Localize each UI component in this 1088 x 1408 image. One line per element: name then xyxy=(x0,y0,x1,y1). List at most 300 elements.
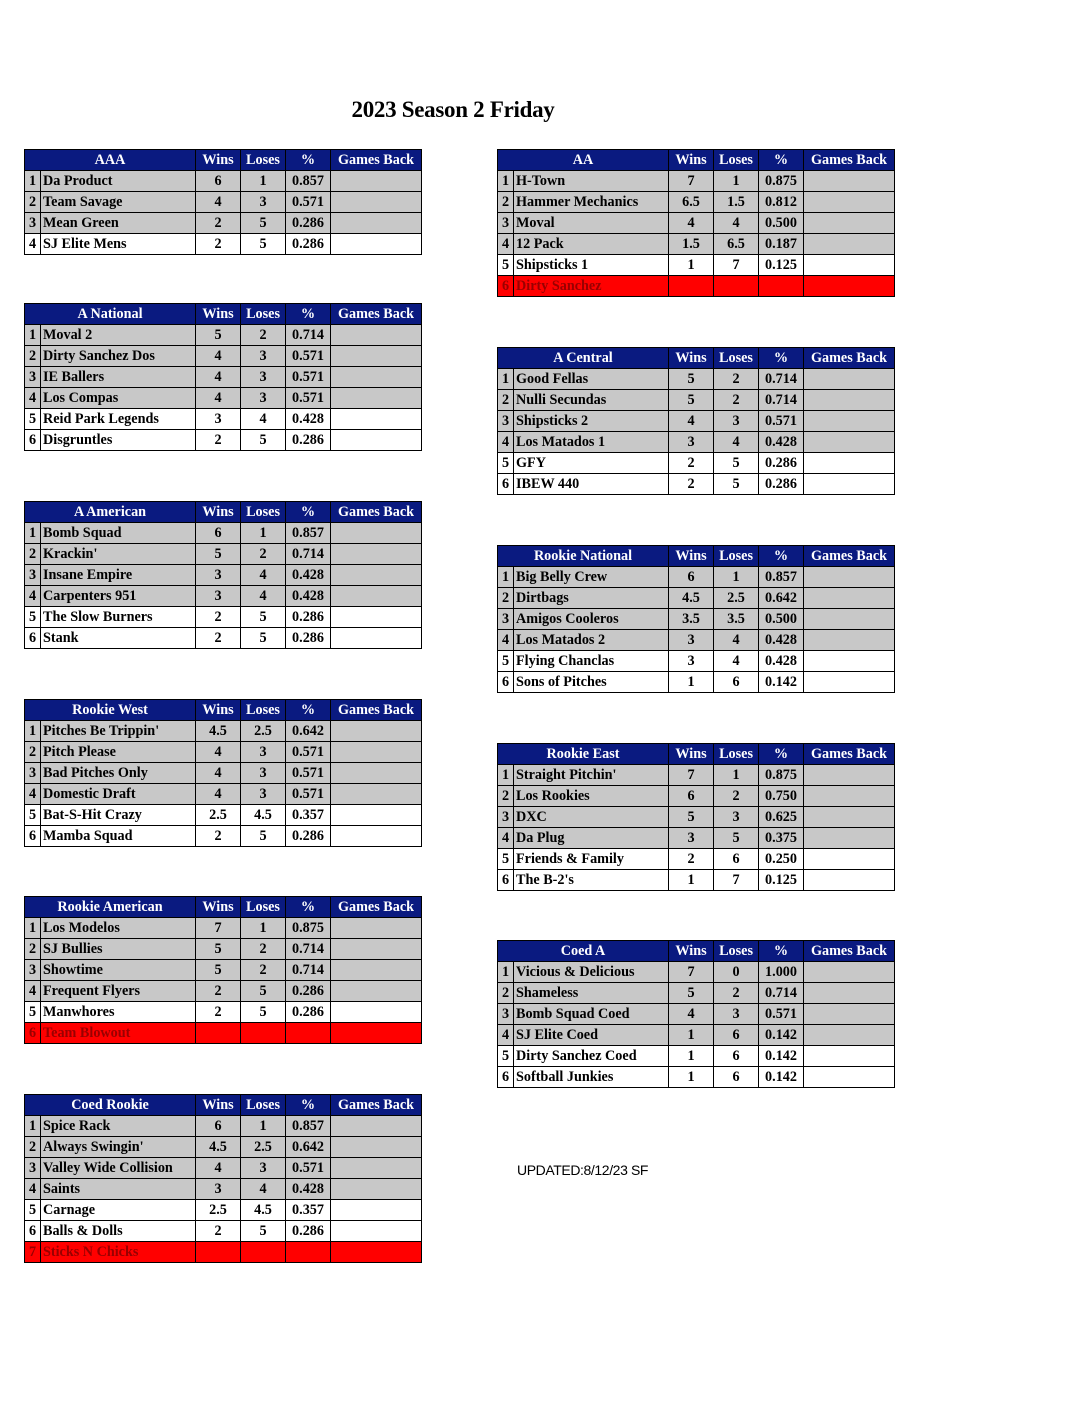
table-row xyxy=(25,388,422,409)
table-row xyxy=(25,1002,422,1023)
loses-cell: 3 xyxy=(714,1004,759,1025)
wins-cell: 4 xyxy=(669,411,714,432)
rank-cell: 6 xyxy=(25,430,41,451)
games-back-cell xyxy=(331,1200,422,1221)
loses-cell: 5 xyxy=(241,234,286,255)
table-row xyxy=(498,828,895,849)
pct-cell: 0.428 xyxy=(286,1179,331,1200)
games-back-cell xyxy=(331,1158,422,1179)
table-row xyxy=(25,346,422,367)
division-name: A National xyxy=(25,304,196,325)
team-name: Disgruntles xyxy=(41,430,196,451)
division-name: Rookie American xyxy=(25,897,196,918)
wins-cell: 4 xyxy=(196,784,241,805)
rank-cell: 3 xyxy=(498,807,514,828)
column-header-games-back: Games Back xyxy=(804,546,895,567)
team-name: Good Fellas xyxy=(514,369,669,390)
loses-cell: 1 xyxy=(714,567,759,588)
team-name: Shipsticks 2 xyxy=(514,411,669,432)
wins-cell: 2 xyxy=(196,430,241,451)
rank-cell: 1 xyxy=(498,765,514,786)
column-header-games-back: Games Back xyxy=(331,304,422,325)
games-back-cell xyxy=(331,1242,422,1263)
pct-cell: 0.714 xyxy=(286,325,331,346)
wins-cell: 4.5 xyxy=(196,721,241,742)
games-back-cell xyxy=(804,786,895,807)
pct-cell: 0.286 xyxy=(759,474,804,495)
games-back-cell xyxy=(331,1023,422,1044)
team-name: SJ Bullies xyxy=(41,939,196,960)
wins-cell: 6 xyxy=(669,567,714,588)
column-header-games-back: Games Back xyxy=(804,744,895,765)
team-name: Bomb Squad Coed xyxy=(514,1004,669,1025)
team-name: Big Belly Crew xyxy=(514,567,669,588)
wins-cell: 1 xyxy=(669,672,714,693)
updated-note: UPDATED:8/12/23 SF xyxy=(517,1162,649,1178)
column-header-wins: Wins xyxy=(669,150,714,171)
team-name: Dirty Sanchez xyxy=(514,276,669,297)
team-name: Krackin' xyxy=(41,544,196,565)
rank-cell: 5 xyxy=(498,255,514,276)
column-header-loses: Loses xyxy=(714,941,759,962)
loses-cell: 2 xyxy=(241,325,286,346)
column-header-loses: Loses xyxy=(241,700,286,721)
pct-cell: 0.428 xyxy=(286,586,331,607)
table-row xyxy=(25,1116,422,1137)
table-row xyxy=(498,765,895,786)
table-row xyxy=(498,630,895,651)
rank-cell: 6 xyxy=(498,870,514,891)
loses-cell: 4 xyxy=(241,586,286,607)
games-back-cell xyxy=(804,1025,895,1046)
wins-cell: 5 xyxy=(196,325,241,346)
team-name: Pitch Please xyxy=(41,742,196,763)
table-row xyxy=(498,870,895,891)
team-name: Dirty Sanchez Dos xyxy=(41,346,196,367)
pct-cell: 0.571 xyxy=(286,784,331,805)
games-back-cell xyxy=(804,962,895,983)
table-row xyxy=(25,234,422,255)
games-back-cell xyxy=(331,544,422,565)
team-name: Dirtbags xyxy=(514,588,669,609)
wins-cell: 2 xyxy=(669,474,714,495)
rank-cell: 3 xyxy=(25,367,41,388)
games-back-cell xyxy=(331,367,422,388)
games-back-cell xyxy=(804,453,895,474)
team-name: Friends & Family xyxy=(514,849,669,870)
games-back-cell xyxy=(804,474,895,495)
table-row xyxy=(25,192,422,213)
rank-cell: 4 xyxy=(25,388,41,409)
games-back-cell xyxy=(331,918,422,939)
team-name: Los Compas xyxy=(41,388,196,409)
division-name: A Central xyxy=(498,348,669,369)
pct-cell xyxy=(286,1023,331,1044)
division-name: Rookie West xyxy=(25,700,196,721)
loses-cell: 5 xyxy=(714,474,759,495)
team-name: Always Swingin' xyxy=(41,1137,196,1158)
loses-cell: 2 xyxy=(241,939,286,960)
table-row xyxy=(25,1179,422,1200)
rank-cell: 4 xyxy=(498,630,514,651)
games-back-cell xyxy=(804,432,895,453)
team-name: Valley Wide Collision xyxy=(41,1158,196,1179)
table-row xyxy=(498,588,895,609)
loses-cell: 4.5 xyxy=(241,805,286,826)
column-header-pct: % xyxy=(759,150,804,171)
table-row xyxy=(498,192,895,213)
wins-cell: 1 xyxy=(669,1025,714,1046)
rank-cell: 3 xyxy=(498,609,514,630)
team-name: Los Matados 2 xyxy=(514,630,669,651)
pct-cell: 0.812 xyxy=(759,192,804,213)
rank-cell: 3 xyxy=(498,213,514,234)
team-name: Shameless xyxy=(514,983,669,1004)
rank-cell: 5 xyxy=(25,409,41,430)
loses-cell: 6 xyxy=(714,1025,759,1046)
table-row xyxy=(498,1004,895,1025)
table-row xyxy=(25,918,422,939)
loses-cell: 2 xyxy=(714,390,759,411)
table-row xyxy=(498,983,895,1004)
wins-cell: 4 xyxy=(196,192,241,213)
wins-cell: 2 xyxy=(196,1002,241,1023)
pct-cell: 0.857 xyxy=(286,171,331,192)
pct-cell: 0.428 xyxy=(286,409,331,430)
table-row xyxy=(498,1067,895,1088)
table-row xyxy=(25,628,422,649)
column-header-loses: Loses xyxy=(241,502,286,523)
pct-cell: 0.500 xyxy=(759,213,804,234)
pct-cell: 0.571 xyxy=(286,367,331,388)
wins-cell: 6 xyxy=(669,786,714,807)
loses-cell: 4 xyxy=(714,651,759,672)
table-row xyxy=(25,607,422,628)
standings-table-coed-rookie xyxy=(24,1094,422,1263)
games-back-cell xyxy=(331,1221,422,1242)
table-row xyxy=(25,763,422,784)
standings-table-rookie-american xyxy=(24,896,422,1044)
pct-cell: 0.286 xyxy=(759,453,804,474)
column-header-pct: % xyxy=(286,304,331,325)
loses-cell: 6.5 xyxy=(714,234,759,255)
team-name: Nulli Secundas xyxy=(514,390,669,411)
loses-cell: 1 xyxy=(714,171,759,192)
games-back-cell xyxy=(331,763,422,784)
rank-cell: 1 xyxy=(25,523,41,544)
team-name: Moval 2 xyxy=(41,325,196,346)
team-name: Da Product xyxy=(41,171,196,192)
column-header-games-back: Games Back xyxy=(331,502,422,523)
loses-cell: 1.5 xyxy=(714,192,759,213)
column-header-loses: Loses xyxy=(241,897,286,918)
pct-cell: 0.571 xyxy=(759,1004,804,1025)
loses-cell: 5 xyxy=(714,453,759,474)
pct-cell: 0.875 xyxy=(286,918,331,939)
table-row xyxy=(498,234,895,255)
table-header-row xyxy=(25,304,422,325)
table-row xyxy=(498,807,895,828)
team-name: Reid Park Legends xyxy=(41,409,196,430)
pct-cell: 0.286 xyxy=(286,628,331,649)
standings-table-aa xyxy=(497,149,895,297)
team-name: The Slow Burners xyxy=(41,607,196,628)
games-back-cell xyxy=(804,983,895,1004)
loses-cell: 4 xyxy=(714,432,759,453)
wins-cell xyxy=(196,1023,241,1044)
games-back-cell xyxy=(804,1067,895,1088)
table-row xyxy=(25,721,422,742)
table-row xyxy=(498,651,895,672)
loses-cell: 2 xyxy=(241,544,286,565)
pct-cell: 0.571 xyxy=(759,411,804,432)
pct-cell: 0.714 xyxy=(286,544,331,565)
team-name: Straight Pitchin' xyxy=(514,765,669,786)
rank-cell: 3 xyxy=(498,1004,514,1025)
wins-cell: 2 xyxy=(196,628,241,649)
wins-cell: 3 xyxy=(669,828,714,849)
team-name: Carpenters 951 xyxy=(41,586,196,607)
wins-cell: 6 xyxy=(196,1116,241,1137)
pct-cell: 0.375 xyxy=(759,828,804,849)
games-back-cell xyxy=(804,588,895,609)
games-back-cell xyxy=(331,409,422,430)
pct-cell: 0.286 xyxy=(286,213,331,234)
rank-cell: 4 xyxy=(498,828,514,849)
rank-cell: 4 xyxy=(25,586,41,607)
games-back-cell xyxy=(804,672,895,693)
loses-cell: 2 xyxy=(714,369,759,390)
table-row xyxy=(25,1200,422,1221)
loses-cell: 5 xyxy=(241,213,286,234)
pct-cell: 0.428 xyxy=(759,630,804,651)
loses-cell: 1 xyxy=(241,1116,286,1137)
wins-cell: 1 xyxy=(669,870,714,891)
table-row xyxy=(25,367,422,388)
column-header-games-back: Games Back xyxy=(331,700,422,721)
games-back-cell xyxy=(804,369,895,390)
column-header-loses: Loses xyxy=(714,744,759,765)
loses-cell: 3 xyxy=(241,784,286,805)
wins-cell: 5 xyxy=(196,939,241,960)
rank-cell: 1 xyxy=(498,171,514,192)
pct-cell: 0.142 xyxy=(759,672,804,693)
loses-cell: 5 xyxy=(241,1002,286,1023)
pct-cell: 0.286 xyxy=(286,1002,331,1023)
games-back-cell xyxy=(804,1004,895,1025)
rank-cell: 2 xyxy=(25,1137,41,1158)
rank-cell: 7 xyxy=(25,1242,41,1263)
team-name: Bomb Squad xyxy=(41,523,196,544)
games-back-cell xyxy=(331,981,422,1002)
rank-cell: 5 xyxy=(25,607,41,628)
table-row xyxy=(25,1242,422,1263)
division-name: Coed Rookie xyxy=(25,1095,196,1116)
games-back-cell xyxy=(804,171,895,192)
rank-cell: 3 xyxy=(25,960,41,981)
division-name: Rookie National xyxy=(498,546,669,567)
table-row xyxy=(25,981,422,1002)
wins-cell: 3 xyxy=(196,586,241,607)
rank-cell: 3 xyxy=(25,213,41,234)
pct-cell: 0.500 xyxy=(759,609,804,630)
pct-cell: 0.357 xyxy=(286,1200,331,1221)
loses-cell: 5 xyxy=(241,826,286,847)
team-name: 12 Pack xyxy=(514,234,669,255)
pct-cell: 0.714 xyxy=(759,369,804,390)
loses-cell: 6 xyxy=(714,849,759,870)
loses-cell: 7 xyxy=(714,255,759,276)
loses-cell: 5 xyxy=(241,607,286,628)
pct-cell: 0.857 xyxy=(759,567,804,588)
games-back-cell xyxy=(804,213,895,234)
standings-table-rookie-east xyxy=(497,743,895,891)
pct-cell: 0.714 xyxy=(759,390,804,411)
games-back-cell xyxy=(804,276,895,297)
games-back-cell xyxy=(804,870,895,891)
wins-cell: 1.5 xyxy=(669,234,714,255)
rank-cell: 4 xyxy=(25,784,41,805)
wins-cell: 4 xyxy=(196,1158,241,1179)
games-back-cell xyxy=(804,1046,895,1067)
games-back-cell xyxy=(331,586,422,607)
pct-cell: 0.286 xyxy=(286,981,331,1002)
wins-cell: 7 xyxy=(669,962,714,983)
table-header-row xyxy=(25,897,422,918)
wins-cell: 4.5 xyxy=(196,1137,241,1158)
wins-cell: 1 xyxy=(669,1046,714,1067)
rank-cell: 3 xyxy=(25,565,41,586)
column-header-pct: % xyxy=(286,150,331,171)
team-name: Flying Chanclas xyxy=(514,651,669,672)
column-header-games-back: Games Back xyxy=(331,150,422,171)
table-row xyxy=(25,430,422,451)
loses-cell: 1 xyxy=(714,765,759,786)
column-header-loses: Loses xyxy=(241,304,286,325)
table-row xyxy=(25,742,422,763)
team-name: Frequent Flyers xyxy=(41,981,196,1002)
loses-cell: 3 xyxy=(241,388,286,409)
pct-cell: 0.125 xyxy=(759,870,804,891)
column-header-pct: % xyxy=(759,348,804,369)
loses-cell: 3 xyxy=(714,807,759,828)
rank-cell: 5 xyxy=(498,651,514,672)
loses-cell: 2.5 xyxy=(241,721,286,742)
division-name: AA xyxy=(498,150,669,171)
loses-cell: 1 xyxy=(241,523,286,544)
rank-cell: 4 xyxy=(25,981,41,1002)
column-header-loses: Loses xyxy=(241,1095,286,1116)
wins-cell: 4.5 xyxy=(669,588,714,609)
games-back-cell xyxy=(331,430,422,451)
rank-cell: 5 xyxy=(498,453,514,474)
team-name: DXC xyxy=(514,807,669,828)
games-back-cell xyxy=(804,192,895,213)
rank-cell: 5 xyxy=(25,1200,41,1221)
pct-cell: 1.000 xyxy=(759,962,804,983)
pct-cell: 0.286 xyxy=(286,1221,331,1242)
wins-cell: 4 xyxy=(196,742,241,763)
games-back-cell xyxy=(331,388,422,409)
table-header-row xyxy=(25,502,422,523)
rank-cell: 2 xyxy=(25,544,41,565)
pct-cell: 0.187 xyxy=(759,234,804,255)
standings-table-a-national xyxy=(24,303,422,451)
rank-cell: 1 xyxy=(498,962,514,983)
loses-cell: 3 xyxy=(241,367,286,388)
table-row xyxy=(25,325,422,346)
pct-cell: 0.571 xyxy=(286,192,331,213)
pct-cell: 0.142 xyxy=(759,1067,804,1088)
rank-cell: 4 xyxy=(498,1025,514,1046)
team-name: Mean Green xyxy=(41,213,196,234)
team-name: Manwhores xyxy=(41,1002,196,1023)
loses-cell: 6 xyxy=(714,672,759,693)
rank-cell: 1 xyxy=(25,918,41,939)
column-header-games-back: Games Back xyxy=(804,150,895,171)
rank-cell: 5 xyxy=(25,805,41,826)
table-row xyxy=(498,672,895,693)
loses-cell: 2 xyxy=(714,983,759,1004)
column-header-pct: % xyxy=(759,744,804,765)
column-header-games-back: Games Back xyxy=(331,1095,422,1116)
wins-cell: 4 xyxy=(196,388,241,409)
team-name: The B-2's xyxy=(514,870,669,891)
team-name: IBEW 440 xyxy=(514,474,669,495)
pct-cell: 0.286 xyxy=(286,430,331,451)
games-back-cell xyxy=(804,411,895,432)
loses-cell: 2.5 xyxy=(241,1137,286,1158)
division-name: Coed A xyxy=(498,941,669,962)
games-back-cell xyxy=(804,609,895,630)
table-row xyxy=(25,586,422,607)
games-back-cell xyxy=(331,325,422,346)
games-back-cell xyxy=(331,523,422,544)
wins-cell: 3 xyxy=(669,432,714,453)
rank-cell: 1 xyxy=(25,171,41,192)
team-name: Vicious & Delicious xyxy=(514,962,669,983)
table-row xyxy=(498,1025,895,1046)
column-header-wins: Wins xyxy=(196,304,241,325)
column-header-wins: Wins xyxy=(196,150,241,171)
loses-cell: 4 xyxy=(241,565,286,586)
table-row xyxy=(498,390,895,411)
wins-cell: 2 xyxy=(196,234,241,255)
games-back-cell xyxy=(331,565,422,586)
wins-cell: 5 xyxy=(669,369,714,390)
table-header-row xyxy=(498,941,895,962)
wins-cell: 7 xyxy=(669,765,714,786)
team-name: Bad Pitches Only xyxy=(41,763,196,784)
rank-cell: 2 xyxy=(498,390,514,411)
pct-cell xyxy=(286,1242,331,1263)
division-name: A American xyxy=(25,502,196,523)
loses-cell: 4 xyxy=(241,409,286,430)
column-header-games-back: Games Back xyxy=(331,897,422,918)
loses-cell: 1 xyxy=(241,918,286,939)
pct-cell: 0.642 xyxy=(286,721,331,742)
wins-cell: 2.5 xyxy=(196,805,241,826)
loses-cell: 4 xyxy=(714,630,759,651)
table-row xyxy=(498,432,895,453)
wins-cell: 1 xyxy=(669,255,714,276)
table-row xyxy=(498,567,895,588)
team-name: Mamba Squad xyxy=(41,826,196,847)
rank-cell: 2 xyxy=(25,346,41,367)
wins-cell: 2 xyxy=(196,213,241,234)
rank-cell: 6 xyxy=(25,628,41,649)
games-back-cell xyxy=(331,826,422,847)
